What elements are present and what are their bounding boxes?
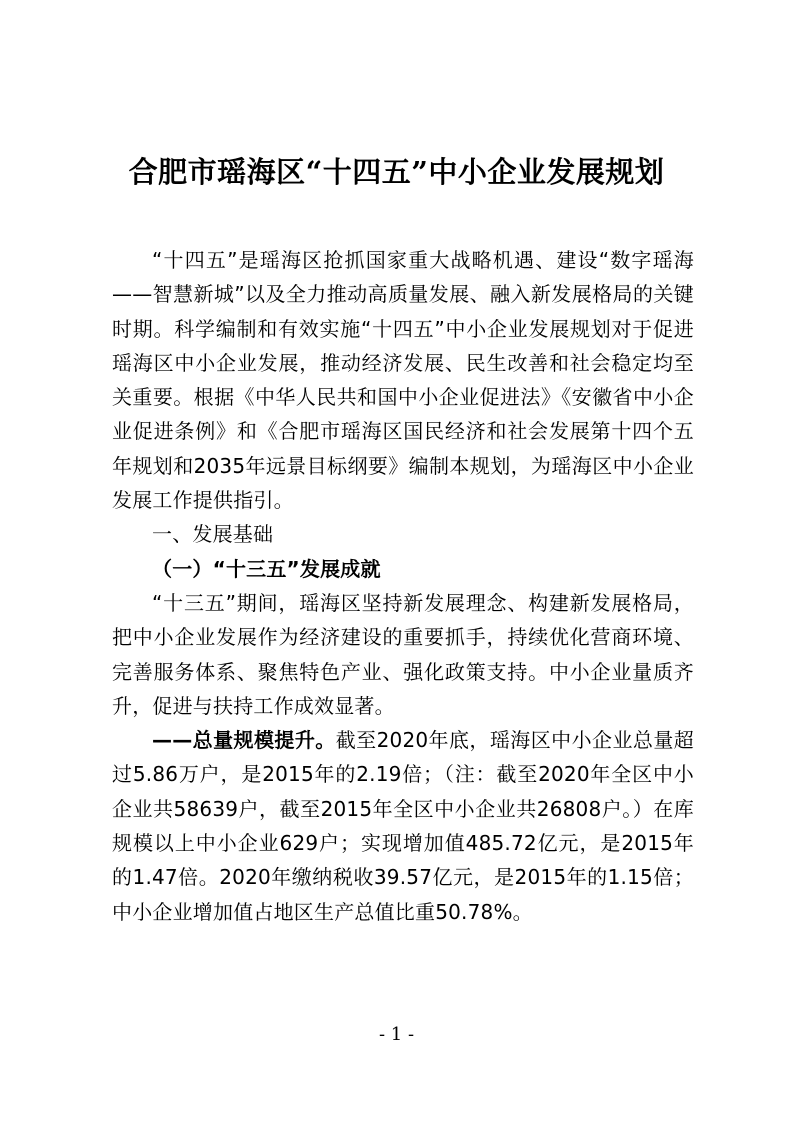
summary-paragraph: “十三五”期间，瑶海区坚持新发展理念、构建新发展格局，把中小企业发展作为经济建设的重要抓手，持续优化营商环境、完善服务体系、聚焦特色产业、强化政策支持。中小企业量质齐升，促进与扶持工作成效显著。 xyxy=(112,590,694,718)
scale-lead: ——总量规模提升。 xyxy=(152,728,336,753)
scale-text: 截至2020年底，瑶海区中小企业总量超过5.86万户，是2015年的2.19倍；（注：截至2020年全区中小企业共58639户，截至2015年全区中小企业共26808户。）在库规模以上中小企业629户；实现增加值485.72亿元，是2015年的1.47倍。2020年缴纳税收39.57亿元，是2015年的1.15倍；中小企业增加值占地区生产总值比重50.78%。 xyxy=(112,728,694,924)
document-body xyxy=(112,243,694,929)
intro-paragraph: “十四五”是瑶海区抢抓国家重大战略机遇、建设“数字瑶海——智慧新城”以及全力推动高质量发展、融入新发展格局的关键时期。科学编制和有效实施“十四五”中小企业发展规划对于促进瑶海区中小企业发展，推动经济发展、民生改善和社会稳定均至关重要。根据《中华人民共和国中小企业促进法》《安徽省中小企业促进条例》和《合肥市瑶海区国民经济和社会发展第十四个五年规划和2035年远景目标纲要》编制本规划，为瑶海区中小企业发展工作提供指引。 xyxy=(112,248,694,513)
page-number: - 1 - xyxy=(378,1024,415,1045)
section-heading: 一、发展基础 xyxy=(152,522,274,547)
subsection-heading: （一）“十三五”发展成就 xyxy=(152,556,381,581)
scale-paragraph xyxy=(112,723,694,929)
document-title: 合肥市瑶海区“十四五”中小企业发展规划 xyxy=(128,155,665,189)
